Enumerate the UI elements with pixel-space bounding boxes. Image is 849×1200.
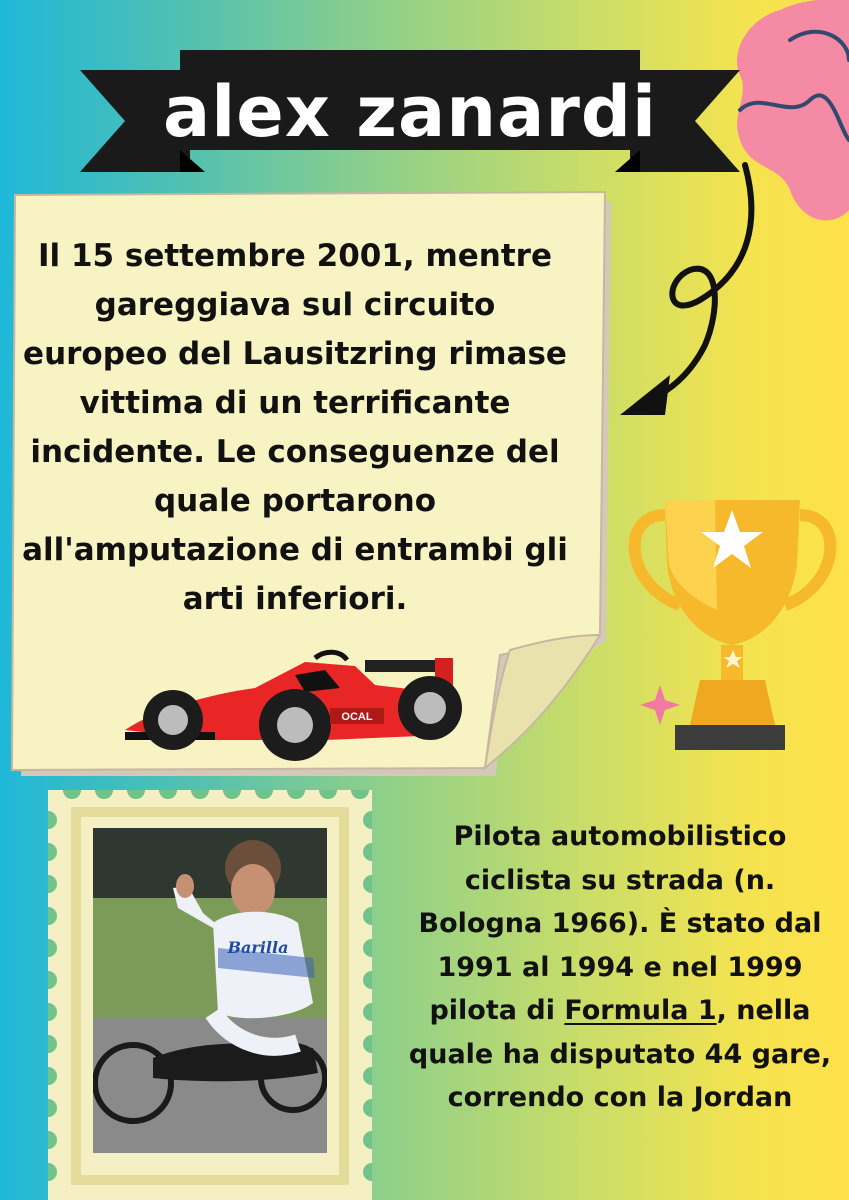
jersey-text: Barilla xyxy=(227,938,289,957)
note-text: Il 15 settembre 2001, mentre gareggiava sul circuito europeo del Lausitzring rimase vittima di un terrificante incidente. Le conseguenze del quale portarono all'amputazione di entrambi gli arti inferiori. xyxy=(22,238,568,617)
sparkle-icon xyxy=(640,685,680,725)
car-livery-text: OCAL xyxy=(341,711,373,723)
trophy-icon xyxy=(625,490,840,760)
bio-text-end: , nella quale ha disputato 44 gare, correndo con la Jordan xyxy=(408,995,832,1113)
formula-1-link[interactable]: Formula 1 xyxy=(564,995,717,1026)
athlete-photo xyxy=(93,828,327,1153)
bio-text xyxy=(405,815,835,1120)
race-car-icon xyxy=(125,640,475,770)
page-title: alex zanardi xyxy=(163,71,657,153)
curly-arrow-icon xyxy=(610,160,770,430)
bio-text-start: Pilota automobilistico ciclista su strada (n. Bologna 1966). È stato dal 1991 al 1994 e nel 1999 pilota di xyxy=(418,821,822,1026)
